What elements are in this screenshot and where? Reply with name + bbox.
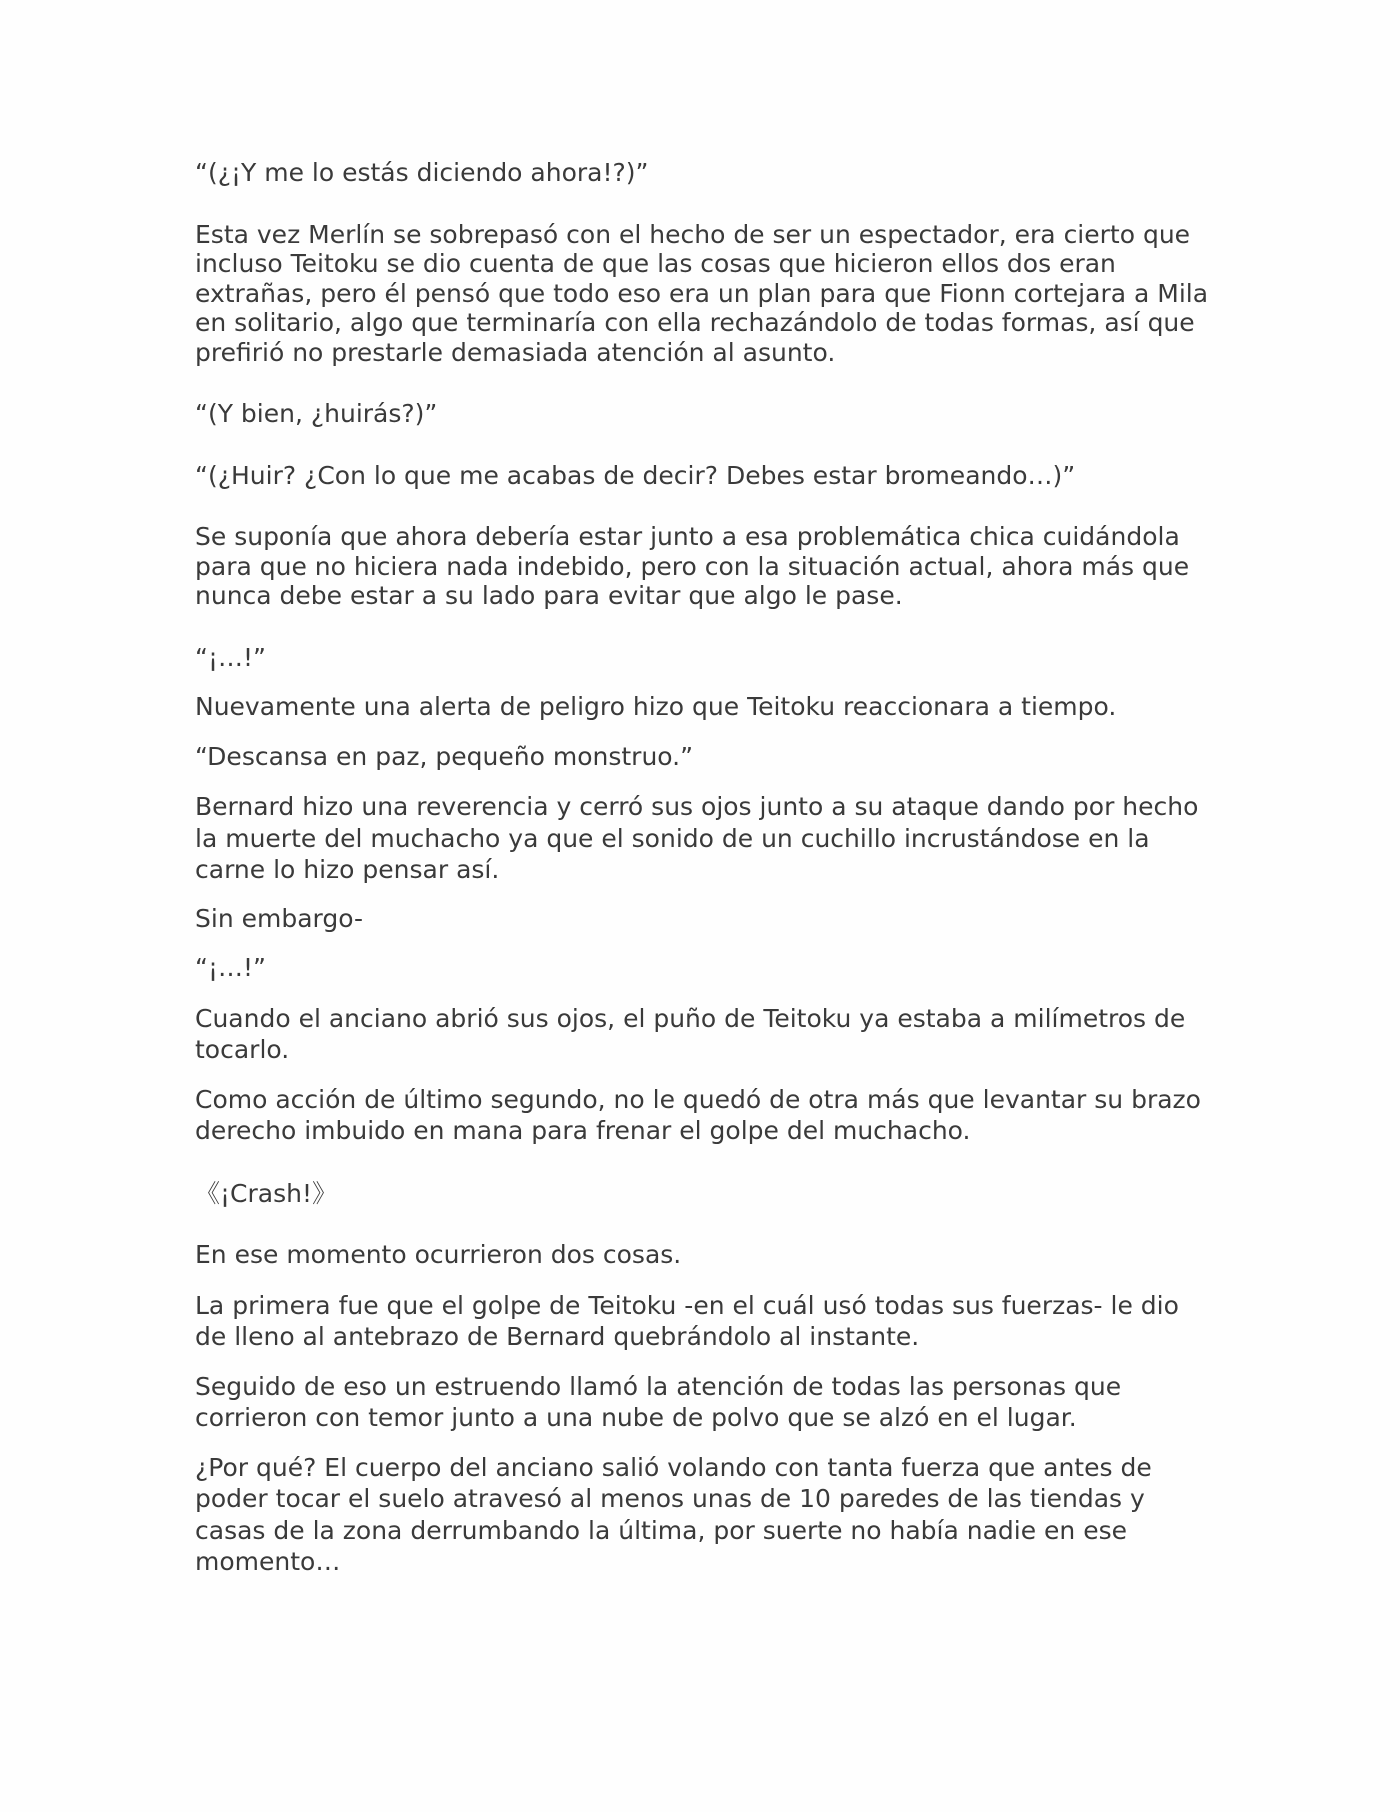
document-page [195, 158, 1215, 1578]
dialogue-line: “(¿¡Y me lo estás diciendo ahora!?)” [195, 158, 649, 187]
dialogue-line: “Descansa en paz, pequeño monstruo.” [195, 741, 694, 771]
narrative-paragraph: La primera fue que el golpe de Teitoku -en el cuál usó todas sus fuerzas- le dio de lleno al antebrazo de Bernard quebrándolo al instante. [195, 1290, 1179, 1351]
narrative-paragraph: Se suponía que ahora debería estar junto a esa problemática chica cuidándola para que no hiciera nada indebido, pero con la situación actual, ahora más que nunca debe estar a su lado para evitar que algo le pase. [195, 522, 1190, 610]
dialogue-line: “(Y bien, ¿huirás?)” [195, 399, 438, 428]
dialogue-line: “¡…!” [195, 642, 266, 672]
narrative-paragraph: Bernard hizo una reverencia y cerró sus ojos junto a su ataque dando por hecho la muerte del muchacho ya que el sonido de un cuchillo incrustándose en la carne lo hizo pensar así. [195, 792, 1199, 884]
dialogue-line: “¡…!” [195, 953, 266, 982]
narrative-paragraph: Nuevamente una alerta de peligro hizo que Teitoku reaccionara a tiempo. [195, 692, 1117, 721]
sound-effect: 《¡Crash!》 [195, 1178, 337, 1208]
narrative-paragraph: Como acción de último segundo, no le quedó de otra más que levantar su brazo derecho imbuido en mana para frenar el golpe del muchacho. [195, 1084, 1201, 1145]
narrative-paragraph: Seguido de eso un estruendo llamó la atención de todas las personas que corrieron con temor junto a una nube de polvo que se alzó en el lugar. [195, 1371, 1122, 1432]
narrative-paragraph: ¿Por qué? El cuerpo del anciano salió volando con tanta fuerza que antes de poder tocar el suelo atravesó al menos unas de 10 paredes de las tiendas y casas de la zona derrumbando la última, por suerte no había nadie en ese momento… [195, 1452, 1152, 1576]
narrative-paragraph: Esta vez Merlín se sobrepasó con el hecho de ser un espectador, era cierto que incluso Teitoku se dio cuenta de que las cosas que hicieron ellos dos eran extrañas, pero él pensó que todo eso era un plan para que Fionn cortejara a Mila en solitario, algo que terminaría con ella rechazándolo de todas formas, así que prefirió no prestarle demasiada atención al asunto. [195, 219, 1209, 367]
narrative-paragraph: Cuando el anciano abrió sus ojos, el puño de Teitoku ya estaba a milímetros de tocarlo. [195, 1003, 1186, 1064]
narrative-paragraph: En ese momento ocurrieron dos cosas. [195, 1240, 682, 1269]
dialogue-line: “(¿Huir? ¿Con lo que me acabas de decir? Debes estar bromeando…)” [195, 460, 1076, 490]
narrative-paragraph: Sin embargo- [195, 903, 364, 933]
